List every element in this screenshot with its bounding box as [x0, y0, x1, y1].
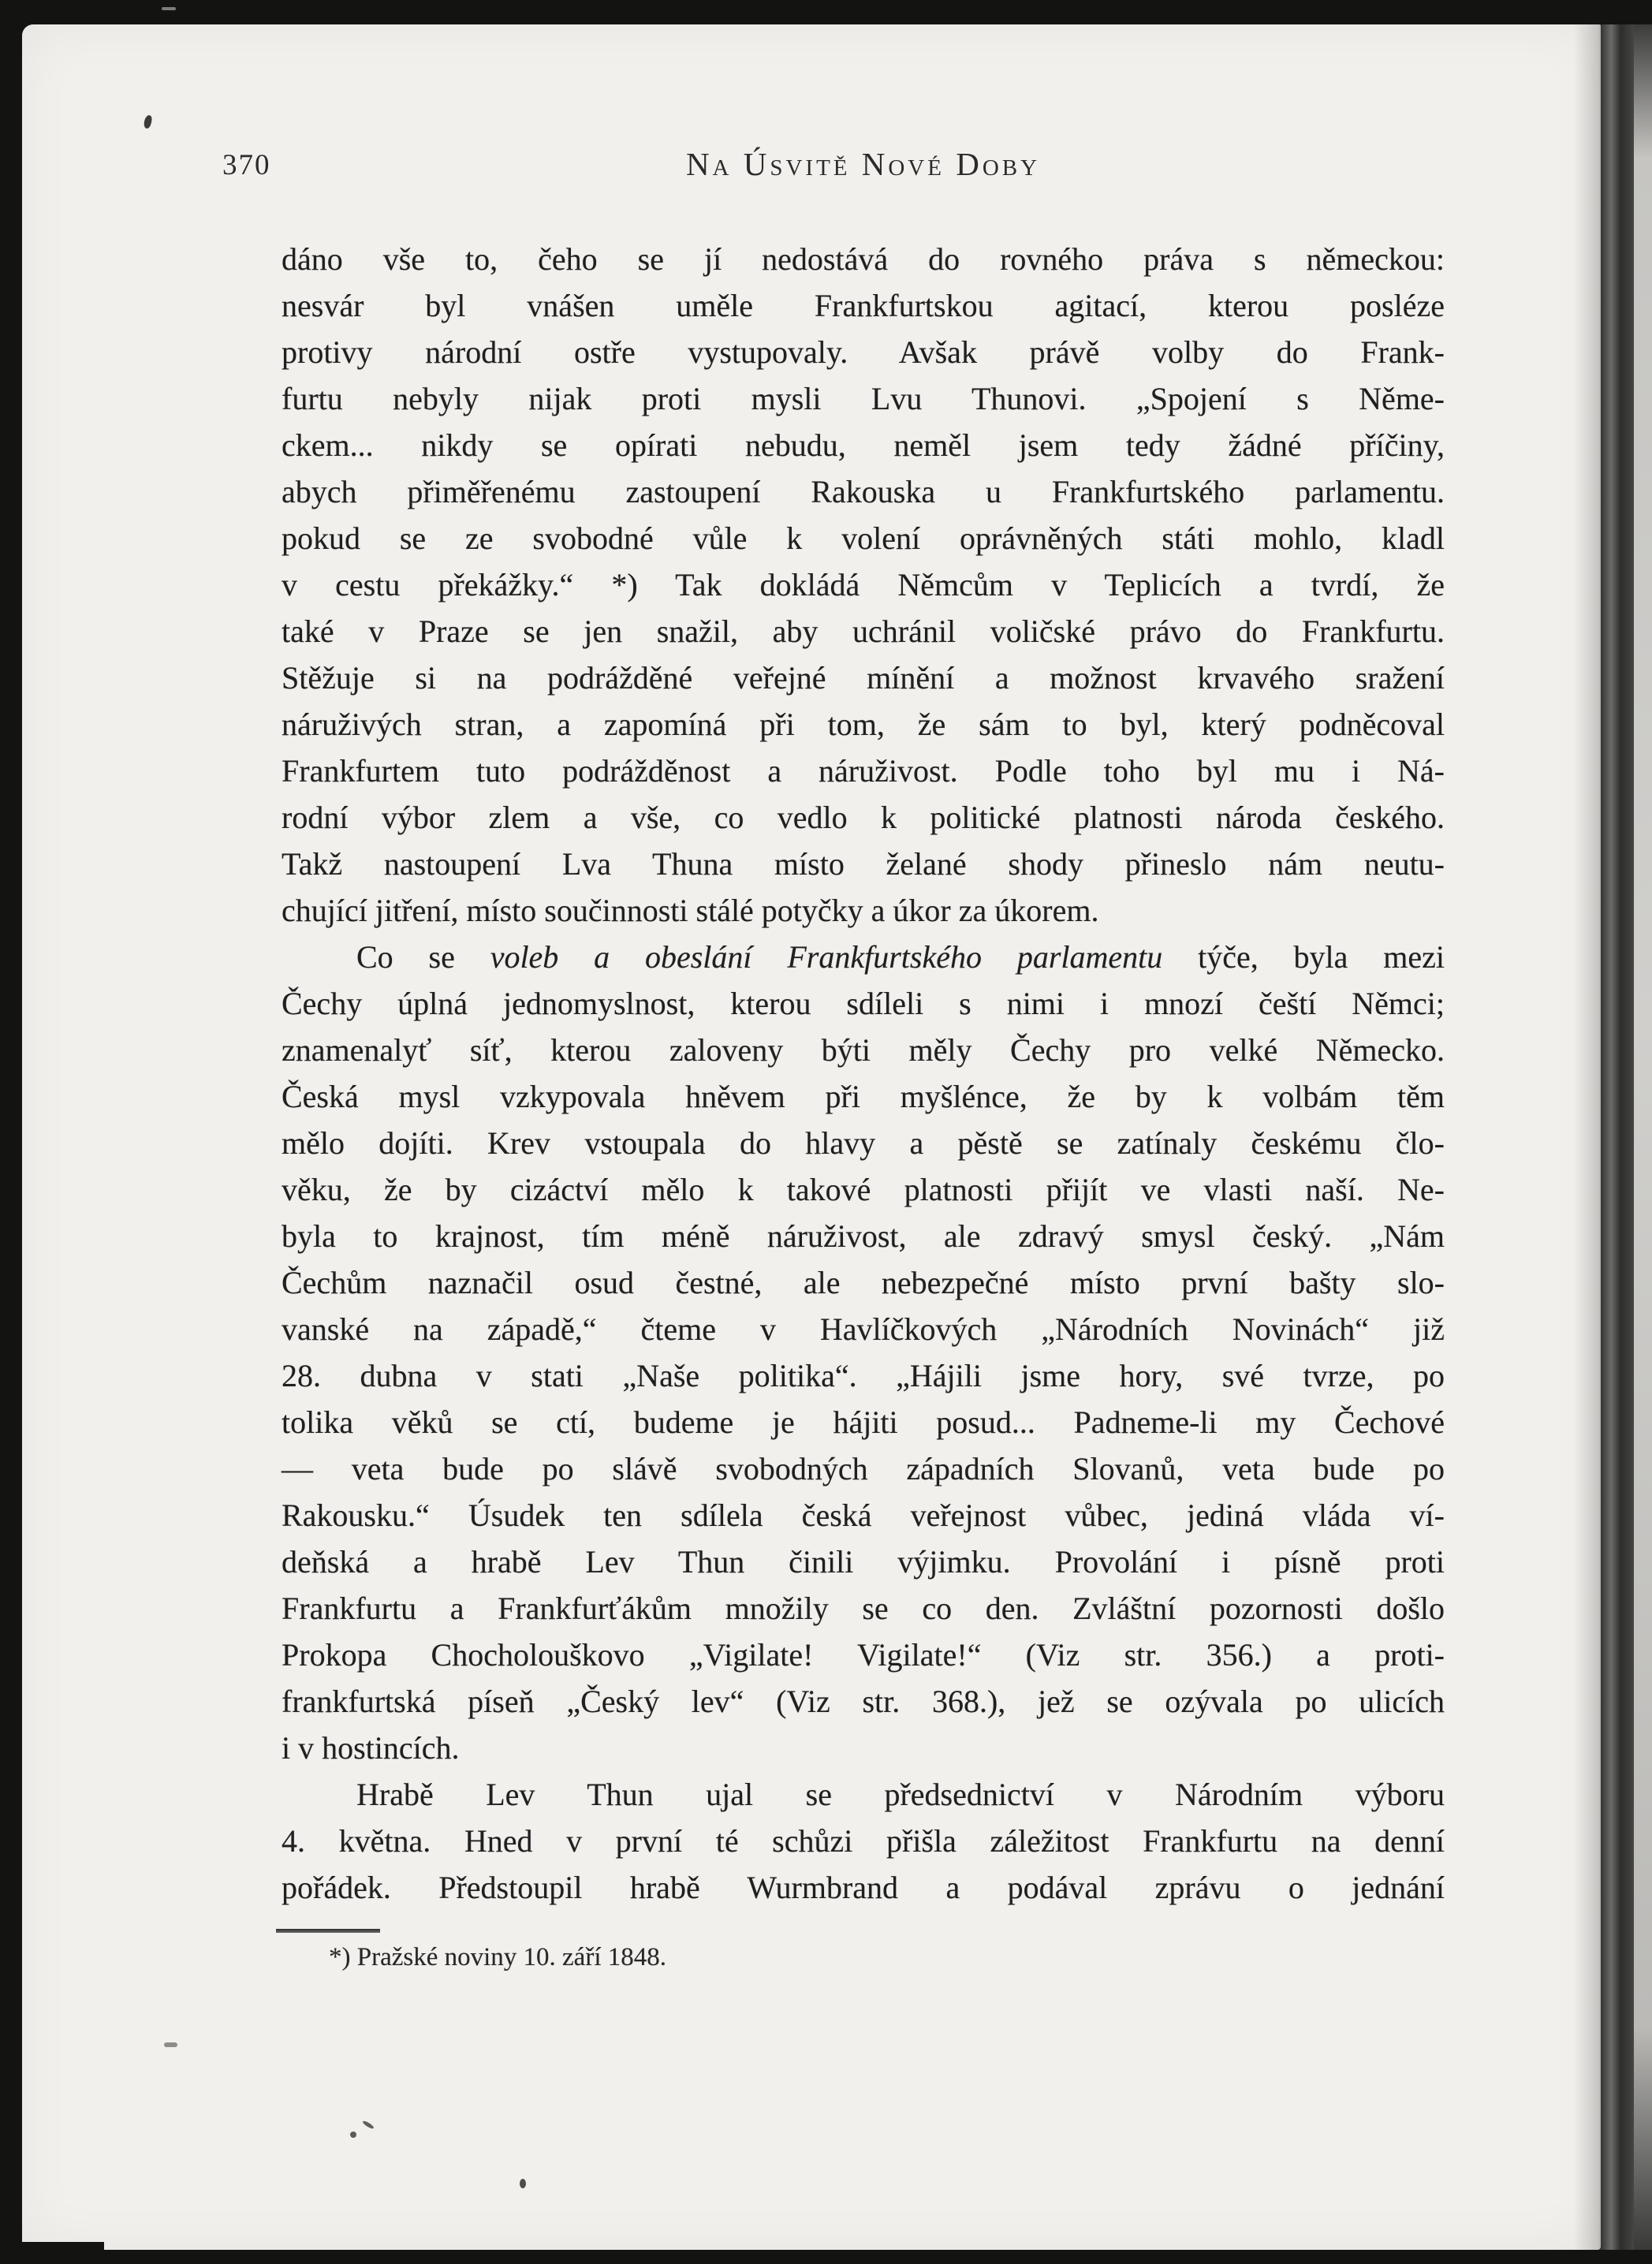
- text-line: 28. dubna v stati „Naše politika“. „Hájili jsme hory, své tvrze, po: [282, 1358, 1445, 1393]
- text-line: chující jitření, místo součinnosti stálé potyčky a úkor za úkorem.: [282, 893, 1099, 928]
- text-line: Prokopa Chocholouškovo „Vigilate! Vigilate!“ (Viz str. 356.) a proti-: [282, 1637, 1445, 1673]
- text-line: Hrabě Lev Thun ujal se předsednictví v Národním výboru: [356, 1777, 1445, 1812]
- text-line: pořádek. Předstoupil hrabě Wurmbrand a podával zprávu o jednání: [282, 1870, 1445, 1905]
- text-line: i v hostincích.: [282, 1730, 460, 1766]
- running-title: Na Úsvitě Nové Doby: [685, 146, 1041, 182]
- text-line: — veta bude po slávě svobodných západních Slovanů, veta bude po: [282, 1451, 1445, 1486]
- text-line: rodní výbor zlem a vše, co vedlo k politické platnosti národa českého.: [282, 800, 1445, 835]
- text-line: mělo dojíti. Krev vstoupala do hlavy a pěstě se zatínaly českému člo-: [282, 1125, 1445, 1161]
- adjacent-page-edge: [1634, 24, 1652, 2250]
- text-line: náruživých stran, a zapomíná při tom, že sám to byl, který podněcoval: [282, 707, 1445, 742]
- scan-speckle: [520, 2179, 526, 2188]
- page-number: 370: [222, 149, 271, 181]
- scan-border-corner: [0, 2242, 104, 2264]
- footnote: *) Pražské noviny 10. září 1848.: [329, 1943, 666, 1971]
- text-line: vanské na západě,“ čteme v Havlíčkových „Národních Novinách“ již: [282, 1311, 1445, 1347]
- text-line: Frankfurtu a Frankfurťákům množily se co den. Zvláštní pozornosti došlo: [282, 1591, 1445, 1626]
- text-line: Rakousku.“ Úsudek ten sdílela česká veřejnost vůbec, jediná vláda ví-: [282, 1498, 1445, 1533]
- text-line: pokud se ze svobodné vůle k volení oprávněných státi mohlo, kladl: [282, 520, 1445, 556]
- text-line: v cestu překážky.“ *) Tak dokládá Němcům v Teplicích a tvrdí, že: [282, 567, 1445, 602]
- text-line: Co se voleb a obeslání Frankfurtského parlamentu týče, byla mezi: [356, 939, 1445, 975]
- page-gutter-shadow: [1574, 24, 1634, 2250]
- text-line: tolika věků se ctí, budeme je hájiti posud... Padneme-li my Čechové: [282, 1404, 1445, 1440]
- text-line: věku, že by cizáctví mělo k takové platnosti přijít ve vlasti naší. Ne-: [282, 1172, 1445, 1207]
- text-line: ckem... nikdy se opírati nebudu, neměl jsem tedy žádné příčiny,: [282, 427, 1445, 463]
- text-line: znamenalyť síť, kterou zaloveny býti měly Čechy pro velké Německo.: [282, 1032, 1445, 1068]
- text-line: furtu nebyly nijak proti mysli Lvu Thunovi. „Spojení s Něme-: [282, 381, 1445, 416]
- scan-scratch: [162, 7, 176, 10]
- text-line: Takž nastoupení Lva Thuna místo želané shody přineslo nám neutu-: [282, 846, 1445, 882]
- text-line: Čechům naznačil osud čestné, ale nebezpečné místo první bašty slo-: [282, 1265, 1445, 1300]
- text-line: Čechy úplná jednomyslnost, kterou sdíleli s nimi i mnozí čeští Němci;: [282, 986, 1445, 1021]
- footnote-rule: [276, 1929, 380, 1933]
- text-line: byla to krajnost, tím méně náruživost, ale zdravý smysl český. „Nám: [282, 1218, 1445, 1254]
- text-line: Frankfurtem tuto podrážděnost a náruživost. Podle toho byl mu i Ná-: [282, 753, 1445, 789]
- scan-speckle: [164, 2042, 177, 2047]
- scan-speckle: [350, 2132, 356, 2138]
- body-text: [282, 236, 1445, 1911]
- text-line: Stěžuje si na podrážděné veřejné mínění a možnost krvavého sražení: [282, 660, 1445, 696]
- text-line: deňská a hrabě Lev Thun činili výjimku. Provolání i písně proti: [282, 1544, 1445, 1580]
- text-line: dáno vše to, čeho se jí nedostává do rovného práva s německou:: [282, 241, 1445, 277]
- text-line: protivy národní ostře vystupovaly. Avšak právě volby do Frank-: [282, 334, 1445, 370]
- text-line: nesvár byl vnášen uměle Frankfurtskou agitací, kterou posléze: [282, 288, 1445, 323]
- text-line: také v Praze se jen snažil, aby uchránil voličské právo do Frankfurtu.: [282, 614, 1445, 649]
- text-line: 4. května. Hned v první té schůzi přišla záležitost Frankfurtu na denní: [282, 1823, 1445, 1859]
- text-line: Česká mysl vzkypovala hněvem při myšlénce, že by k volbám těm: [282, 1079, 1445, 1114]
- text-line: frankfurtská píseň „Český lev“ (Viz str. 368.), jež se ozývala po ulicích: [282, 1684, 1445, 1719]
- text-line: abych přiměřenému zastoupení Rakouska u Frankfurtského parlamentu.: [282, 474, 1445, 509]
